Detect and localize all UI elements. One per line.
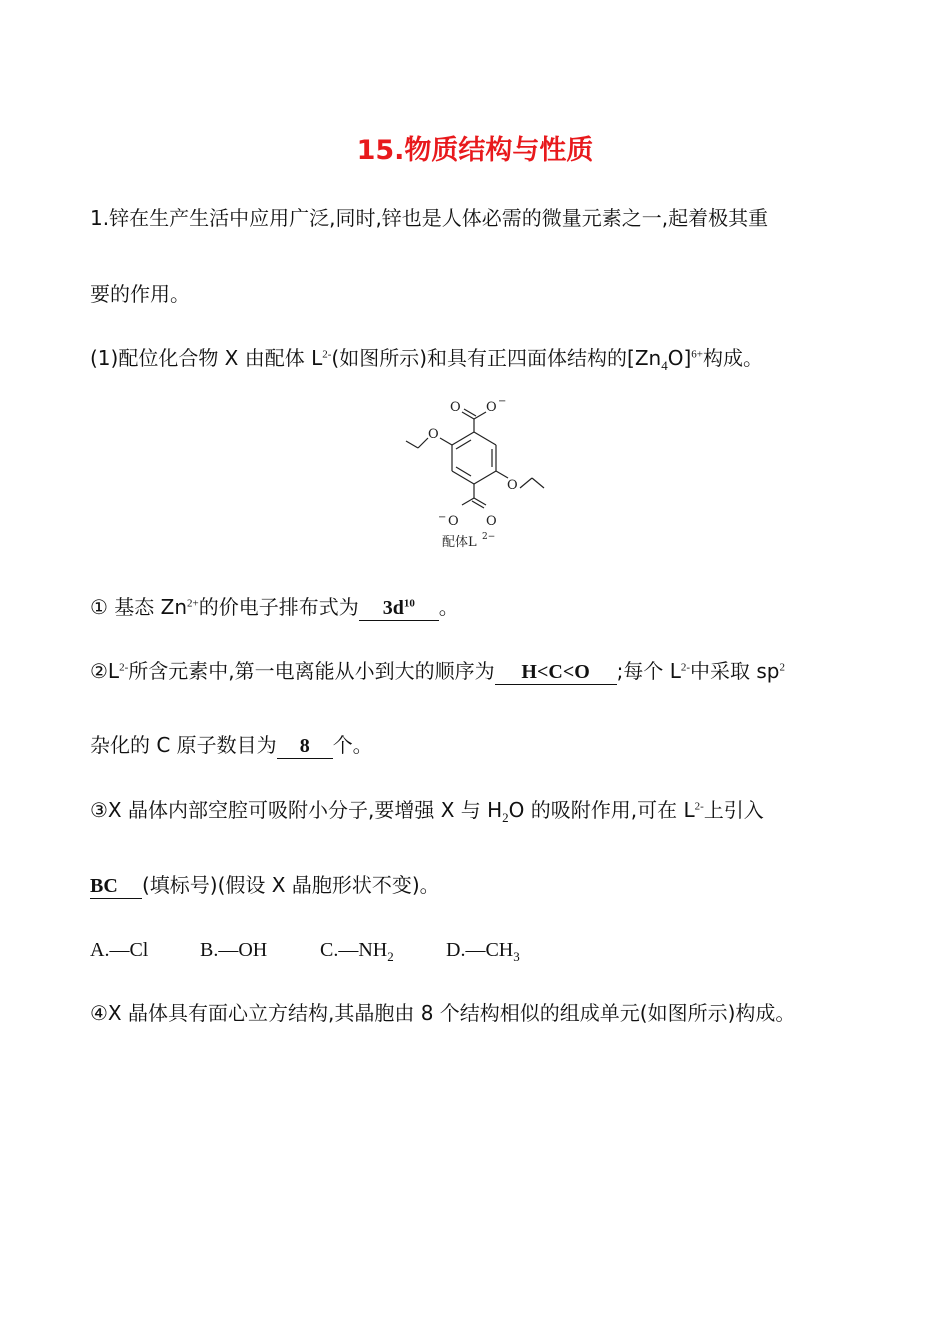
part1-sup-charge: 2- [322, 348, 332, 361]
s3-sup: 2- [694, 800, 704, 813]
option-d-sub: 3 [513, 949, 520, 964]
part1-text-b: (如图所示)和具有正四面体结构的[Zn [331, 346, 662, 370]
s1-text-a: ① 基态 Zn [90, 595, 188, 619]
option-d [446, 936, 520, 964]
option-d-text: D.—CH [446, 939, 514, 961]
option-c-sub: 2 [387, 949, 394, 964]
s2-sup1: 2- [119, 661, 129, 674]
part1-sub: 4 [661, 358, 668, 373]
s3-text-a: ③X 晶体内部空腔可吸附小分子,要增强 X 与 H [90, 798, 503, 822]
top-co-bond-a [462, 412, 474, 419]
option-a: A.—Cl [90, 939, 149, 961]
option-c [320, 936, 446, 964]
atom-o-bottom-left: O [448, 514, 459, 529]
part1-statement [90, 344, 870, 372]
top-co-bond-b [464, 409, 476, 416]
left-ether-bond [440, 438, 452, 445]
ring-bond-1 [474, 432, 496, 445]
s2-sup2: 2- [680, 661, 691, 674]
s1-text-c: 。 [438, 595, 459, 619]
subquestion-2-line2 [90, 731, 870, 759]
answer-1-sup: 10 [403, 597, 415, 610]
s2-sup3: 2 [779, 661, 786, 674]
right-ether-bond [496, 471, 508, 478]
subquestion-2-line1 [90, 657, 870, 685]
left-ethyl-bond-1 [418, 438, 428, 448]
bottom-co-bond-a [474, 498, 486, 505]
answer-blank-2: H<C<O [495, 660, 617, 685]
ring-bond-3 [474, 471, 496, 484]
s3-line2-text: (填标号)(假设 X 晶胞形状不变)。 [142, 873, 440, 897]
right-ethyl-bond-1 [520, 478, 532, 488]
page-title: 15.物质结构与性质 [356, 135, 594, 166]
ligand-structure-figure [400, 392, 550, 552]
atom-o-left: O [428, 427, 439, 442]
subquestion-1 [90, 593, 870, 621]
s3-text-b: O 的吸附作用,可在 L [508, 798, 695, 822]
answer-1-text: 3d [382, 597, 404, 619]
ring-bond-6 [452, 432, 474, 445]
figure-caption: 配体L [442, 535, 477, 550]
atom-o-right: O [507, 478, 518, 493]
s2-text-b: 所含元素中,第一电离能从小到大的顺序为 [128, 659, 495, 683]
ring-bond-4 [452, 471, 474, 484]
option-b: B.—OH [200, 939, 268, 961]
s2-line2-text-b: 个。 [332, 733, 373, 757]
part1-text-c: O] [667, 346, 692, 370]
right-ethyl-bond-2 [532, 478, 544, 488]
answer-blank-3: 8 [277, 734, 333, 759]
minus-bottom: − [438, 512, 447, 523]
atom-o-bottom-right: O [486, 514, 497, 529]
part1-sup-charge2: 6+ [691, 348, 703, 361]
s3-sub: 2 [502, 810, 509, 825]
s2-text-d: 中采取 sp [690, 659, 780, 683]
minus-top: − [498, 396, 507, 407]
subquestion-3-line1 [90, 796, 870, 824]
options-row [90, 935, 870, 964]
subquestion-4: ④X 晶体具有面心立方结构,其晶胞由 8 个结构相似的组成单元(如图所示)构成。 [90, 1001, 796, 1025]
atom-o-top-right: O [486, 400, 497, 415]
s3-text-c: 上引入 [703, 798, 764, 822]
part1-text-d: 构成。 [702, 346, 763, 370]
answer-blank-4: BC [90, 874, 142, 899]
s1-sup: 2+ [187, 597, 199, 610]
figure-caption-sup: 2− [482, 532, 496, 542]
part1-text-a: (1)配位化合物 X 由配体 L [90, 346, 323, 370]
left-ethyl-bond-2 [406, 441, 418, 448]
atom-o-top-left: O [450, 400, 461, 415]
s2-text-a: ②L [90, 659, 120, 683]
question-intro-line1: 1.锌在生产生活中应用广泛,同时,锌也是人体必需的微量元素之一,起着极其重 [90, 206, 769, 230]
answer-blank-1 [359, 596, 439, 621]
option-c-text: C.—NH [320, 939, 388, 961]
bottom-co-bond-b [472, 501, 484, 508]
s2-line2-text-a: 杂化的 C 原子数目为 [90, 733, 277, 757]
s1-text-b: 的价电子排布式为 [198, 595, 359, 619]
question-intro-line2: 要的作用。 [90, 282, 190, 306]
subquestion-3-line2 [90, 871, 870, 899]
s2-text-c: ;每个 L [616, 659, 681, 683]
